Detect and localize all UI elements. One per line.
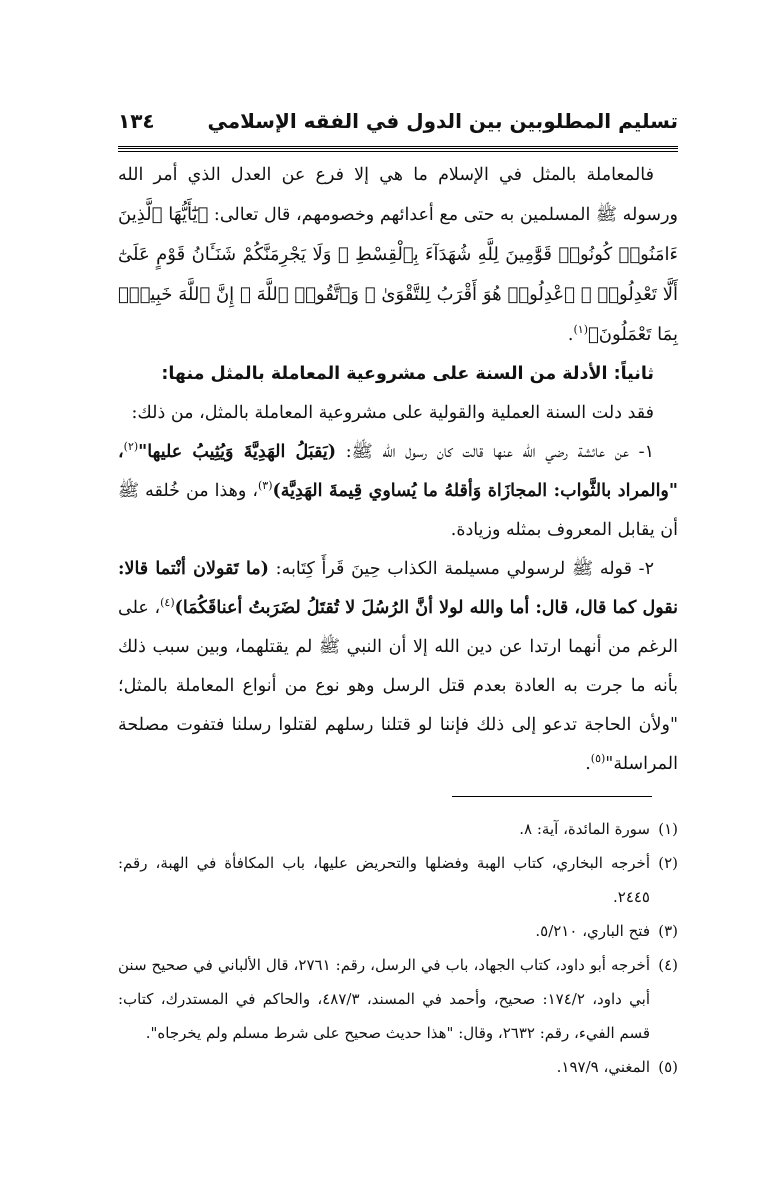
paragraph-evidence-1 — [118, 433, 678, 550]
footnote-number: (٣) — [658, 922, 678, 940]
footnote-number: (١) — [658, 820, 678, 838]
paragraph-intro — [118, 156, 678, 355]
footnote-text: أخرجه أبو داود، كتاب الجهاد، باب في الرسل، رقم: ٢٧٦١، قال الألباني في صحيح سنن أبي داود، ١٧٤/٢: صحيح، وأحمد في المسند، ٤٨٧/٣، والحاكم في المستدرك، كتاب: قسم الفيء، رقم: ٢٦٣٢، وقال: "هذا حديث صحيح على شرط مسلم ولم يخرجاه". — [118, 956, 650, 1042]
section-heading: ثانياً: الأدلة من السنة على مشروعية المعاملة بالمثل منها: — [161, 364, 654, 384]
header-divider — [118, 146, 678, 152]
evidence-1-intro: ١- عن عائشة رضي الله عنها قالت كان رسول الله ﷺ: — [336, 442, 654, 462]
evidence-2-intro: ٢- قوله ﷺ لرسولي مسيلمة الكذاب حِينَ قَرأَ كِتَابه: — [268, 559, 654, 579]
quran-verse: ﴿يَٰٓأَيُّهَا ٱلَّذِينَ ءَامَنُوا۟ كُونُوا۟ قَوَّٰمِينَ لِلَّهِ شُهَدَآءَ بِٱلْقِسْطِ ۖ وَلَا يَجْرِمَنَّكُمْ شَنَـَٔانُ قَوْمٍ عَلَىٰٓ أَلَّا تَعْدِلُوا۟ ۚ ٱعْدِلُوا۟ هُوَ أَقْرَبُ لِلتَّقْوَىٰ ۖ وَٱتَّقُوا۟ ٱللَّهَ ۚ إِنَّ ٱللَّهَ خَبِيرٌۢ بِمَا تَعْمَلُونَ﴾ — [118, 204, 678, 345]
footnote-text: أخرجه البخاري، كتاب الهبة وفضلها والتحريض عليها، باب المكافأة في الهبة، رقم: ٢٤٤٥. — [118, 854, 650, 906]
footnote-2 — [118, 846, 678, 914]
footnote-text: فتح الباري، ٥/٢١٠. — [535, 922, 650, 940]
footnote-ref-1: (١) — [573, 323, 588, 337]
footnote-ref-3: (٣) — [257, 479, 273, 493]
paragraph-intro-end: . — [567, 325, 574, 345]
footnote-text: المغني، ١٩٧/٩. — [556, 1058, 650, 1076]
page-number: ١٣٤ — [118, 109, 155, 133]
footnote-number: (٥) — [658, 1058, 678, 1076]
evidence-1-explanation: ، "والمراد بالثَّواب: المجازَاة وَأقلهُ ما يُساوي قِيمةَ الهَدِيَّة) — [118, 442, 678, 501]
paragraph-sunnah-intro: فقد دلت السنة العملية والقولية على مشروعية المعاملة بالمثل، من ذلك: — [131, 403, 654, 423]
footnote-number: (٢) — [658, 854, 678, 872]
running-title: تسليم المطلوبين بين الدول في الفقه الإسلامي — [207, 109, 678, 133]
footnote-5 — [118, 1050, 678, 1084]
paragraph-intro-text: فالمعاملة بالمثل في الإسلام ما هي إلا فرع عن العدل الذي أمر الله ورسوله ﷺ المسلمين به حتى مع أعدائهم وخصومهم، قال تعالى: — [118, 165, 678, 225]
footnote-ref-5: (٥) — [590, 752, 606, 766]
evidence-2-explanation: ، على الرغم من أنهما ارتدا عن دين الله إلا أن النبي ﷺ لم يقتلهما، وبين سبب ذلك بأنه ما جرت به العادة بعدم قتل الرسل وهو نوع من أنواع المعاملة بالمثل؛ "ولأن الحاجة تدعو إلى ذلك فإننا لو قتلنا رسلهم لقتلوا رسلنا فتفوت مصلحة المراسلة" — [118, 598, 678, 774]
footnote-1 — [118, 812, 678, 846]
footnote-ref-2: (٢) — [123, 440, 139, 454]
hadith-quote-1: (يَقبَلُ الهَدِيَّةَ وَيُثِيبُ عليها" — [138, 442, 337, 462]
footnote-number: (٤) — [658, 956, 678, 974]
page-header — [118, 104, 678, 138]
paragraph-evidence-2 — [118, 550, 678, 784]
footnotes — [118, 812, 678, 1084]
footnote-4 — [118, 948, 678, 1050]
main-text — [118, 156, 678, 784]
evidence-1-conclusion: ، وهذا من خُلقه ﷺ أن يقابل المعروف بمثله وزيادة. — [118, 481, 678, 540]
footnote-divider — [452, 796, 652, 797]
footnote-ref-4: (٤) — [160, 596, 175, 610]
evidence-2-end: . — [585, 754, 591, 774]
footnote-text: سورة المائدة، آية: ٨. — [519, 820, 650, 838]
hadith-quote-2: (ما تَقولان أنْتما قالا: نقول كما قال، قال: أما والله لولا أنَّ الرُسُلَ لا تُقتَلُ لضَرَبتُ أعناقَكُمَا) — [118, 559, 678, 618]
footnote-3 — [118, 914, 678, 948]
